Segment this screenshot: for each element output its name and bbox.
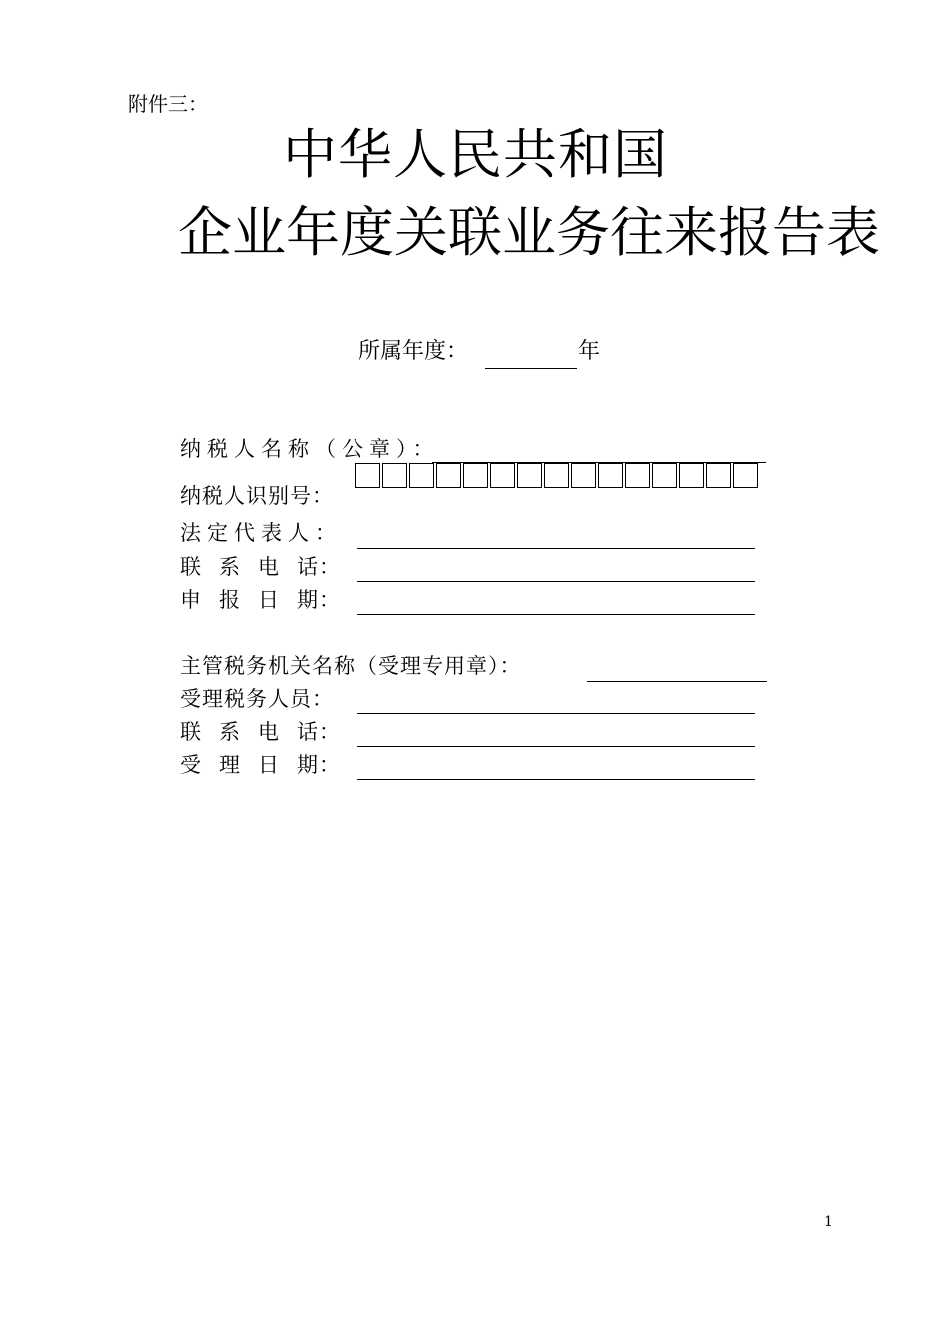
taxpayer-id-label: 纳税人识别号： (180, 484, 334, 508)
taxpayer-id-box[interactable] (733, 463, 758, 488)
taxpayer-id-box[interactable] (517, 463, 542, 488)
legal-rep-label: 法定代表人： (180, 521, 342, 545)
tax-authority-name-label: 主管税务机关名称（受理专用章）： (180, 654, 522, 678)
taxpayer-name-label: 纳税人名称（公章）： (180, 437, 440, 461)
tax-authority-name-input-line[interactable] (587, 681, 767, 682)
taxpayer-id-box[interactable] (436, 463, 461, 488)
taxpayer-id-boxes[interactable] (355, 463, 760, 488)
declaration-date-input-line[interactable] (357, 614, 755, 615)
taxpayer-phone-label: 联系电话： (180, 555, 341, 579)
taxpayer-id-box[interactable] (463, 463, 488, 488)
taxpayer-id-box[interactable] (409, 463, 434, 488)
year-suffix: 年 (578, 339, 601, 364)
title-line-2: 企业年度关联业务往来报告表 (178, 201, 880, 264)
year-input-line[interactable] (485, 368, 577, 369)
taxpayer-id-box[interactable] (382, 463, 407, 488)
taxpayer-id-box[interactable] (706, 463, 731, 488)
year-label: 所属年度： (358, 339, 469, 364)
taxpayer-id-box[interactable] (625, 463, 650, 488)
authority-phone-label: 联系电话： (180, 720, 341, 744)
taxpayer-id-box[interactable] (652, 463, 677, 488)
taxpayer-phone-input-line[interactable] (357, 581, 755, 582)
taxpayer-id-box[interactable] (571, 463, 596, 488)
receipt-date-label: 受理日期： (180, 753, 341, 777)
receiving-staff-label: 受理税务人员： (180, 687, 334, 711)
title-line-1: 中华人民共和国 (283, 123, 668, 186)
declaration-date-label: 申报日期： (180, 588, 341, 612)
taxpayer-id-box[interactable] (598, 463, 623, 488)
page-number: 1 (824, 1214, 833, 1230)
legal-rep-input-line[interactable] (357, 548, 755, 549)
taxpayer-id-box[interactable] (355, 463, 380, 488)
receipt-date-input-line[interactable] (357, 779, 755, 780)
taxpayer-id-box[interactable] (544, 463, 569, 488)
taxpayer-id-box[interactable] (490, 463, 515, 488)
attachment-label: 附件三： (128, 92, 208, 116)
receiving-staff-input-line[interactable] (357, 713, 755, 714)
taxpayer-id-box[interactable] (679, 463, 704, 488)
authority-phone-input-line[interactable] (357, 746, 755, 747)
